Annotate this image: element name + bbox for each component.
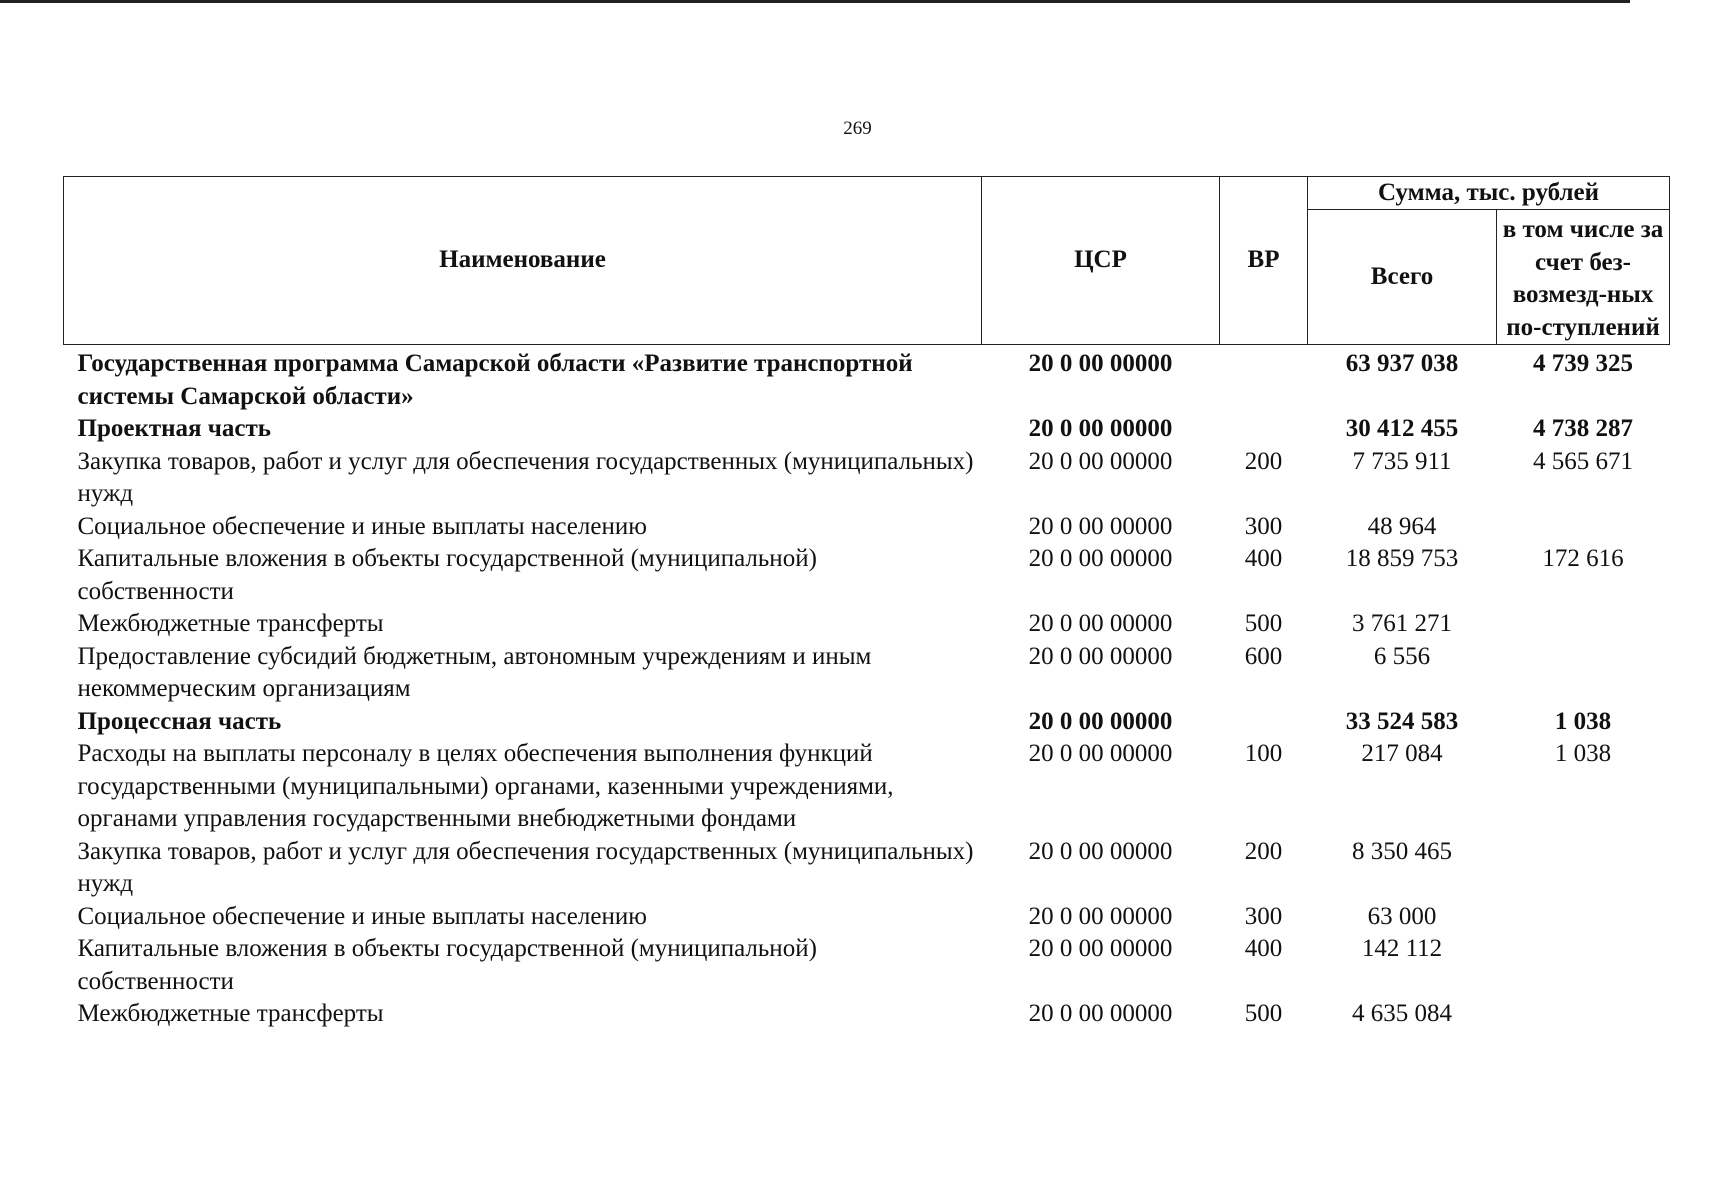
cell-name: Межбюджетные трансферты <box>77 610 384 637</box>
cell-total: 48 964 <box>1367 512 1437 540</box>
cell-vr: 300 <box>1244 902 1283 930</box>
table-row <box>64 345 1670 414</box>
cell-vr: 200 <box>1244 447 1283 475</box>
cell-vr <box>1220 413 1308 446</box>
table-row <box>64 446 1670 511</box>
cell-csr: 20 0 00 00000 <box>1028 512 1173 540</box>
cell-own-funds: 4 565 671 <box>1533 447 1633 475</box>
budget-table <box>63 176 1670 1031</box>
cell-name: Государственная программа Самарской области «Развитие транспортной системы Самарской области» <box>77 350 913 410</box>
cell-name: Закупка товаров, работ и услуг для обеспечения государственных (муниципальных) нужд <box>77 447 974 507</box>
table-row <box>64 413 1670 446</box>
cell-vr: 200 <box>1244 837 1283 865</box>
cell-csr: 20 0 00 00000 <box>1028 415 1173 442</box>
cell-own-funds: 1 038 <box>1554 740 1612 767</box>
cell-csr: 20 0 00 00000 <box>1028 740 1173 767</box>
table-row <box>64 543 1670 608</box>
cell-vr: 300 <box>1244 512 1283 540</box>
cell-name: Социальное обеспечение и иные выплаты населению <box>77 902 647 930</box>
cell-name: Межбюджетные трансферты <box>77 1000 384 1027</box>
cell-vr: 400 <box>1244 545 1283 572</box>
header-sum-group: Сумма, тыс. рублей <box>1308 177 1670 210</box>
cell-total: 8 350 465 <box>1352 837 1452 865</box>
cell-total: 30 412 455 <box>1345 415 1459 442</box>
cell-total: 63 937 038 <box>1345 350 1459 377</box>
cell-csr: 20 0 00 00000 <box>1028 837 1173 865</box>
table-row <box>64 836 1670 901</box>
page-number: 269 <box>843 118 872 139</box>
cell-csr: 20 0 00 00000 <box>1028 1000 1173 1027</box>
table-row <box>64 738 1670 836</box>
header-csr: ЦСР <box>982 177 1220 345</box>
table-row <box>64 511 1670 544</box>
cell-csr: 20 0 00 00000 <box>1028 610 1173 637</box>
cell-vr <box>1220 706 1308 739</box>
table-body <box>64 345 1670 1031</box>
cell-total: 3 761 271 <box>1352 610 1452 637</box>
cell-own-funds <box>1497 641 1670 706</box>
cell-vr: 500 <box>1244 610 1283 637</box>
cell-csr: 20 0 00 00000 <box>1028 902 1173 930</box>
cell-vr: 400 <box>1244 935 1283 962</box>
cell-total: 7 735 911 <box>1352 447 1452 475</box>
cell-csr: 20 0 00 00000 <box>1028 447 1173 475</box>
cell-vr: 600 <box>1244 642 1283 670</box>
table-row <box>64 998 1670 1031</box>
cell-total: 142 112 <box>1361 935 1443 962</box>
cell-csr: 20 0 00 00000 <box>1028 642 1173 670</box>
cell-name: Капитальные вложения в объекты государственной (муниципальной) собственности <box>77 935 817 995</box>
cell-vr: 500 <box>1244 1000 1283 1027</box>
cell-own-funds <box>1497 998 1670 1031</box>
cell-name: Проектная часть <box>77 415 272 442</box>
cell-name: Социальное обеспечение и иные выплаты населению <box>77 512 647 540</box>
table-header <box>64 177 1670 345</box>
cell-csr: 20 0 00 00000 <box>1028 350 1173 377</box>
cell-csr: 20 0 00 00000 <box>1028 707 1173 735</box>
cell-total: 217 084 <box>1361 740 1443 767</box>
table-row <box>64 706 1670 739</box>
cell-name: Капитальные вложения в объекты государственной (муниципальной) собственности <box>77 545 817 605</box>
cell-own-funds: 4 738 287 <box>1533 415 1633 442</box>
cell-own-funds <box>1497 511 1670 544</box>
cell-total: 6 556 <box>1373 642 1431 670</box>
table-row <box>64 933 1670 998</box>
cell-vr <box>1220 345 1308 414</box>
cell-total: 18 859 753 <box>1345 545 1459 572</box>
top-rule <box>0 0 1630 3</box>
cell-total: 63 000 <box>1367 902 1437 930</box>
header-total: Всего <box>1308 210 1497 345</box>
cell-own-funds <box>1497 901 1670 934</box>
table-row <box>64 608 1670 641</box>
header-vr: ВР <box>1220 177 1308 345</box>
cell-csr: 20 0 00 00000 <box>1028 545 1173 572</box>
cell-own-funds <box>1497 933 1670 998</box>
cell-own-funds <box>1497 836 1670 901</box>
header-own-funds: в том числе за счет без-возмезд-ных по-ступлений <box>1497 210 1670 345</box>
header-name: Наименование <box>64 177 982 345</box>
cell-own-funds: 4 739 325 <box>1533 350 1633 377</box>
cell-name: Расходы на выплаты персоналу в целях обеспечения выполнения функций государственными (муниципальными) органами, казенными учреждениями, органами управления государственными внебюджетными фондами <box>77 740 894 832</box>
cell-name: Закупка товаров, работ и услуг для обеспечения государственных (муниципальных) нужд <box>77 837 974 897</box>
table-row <box>64 901 1670 934</box>
cell-own-funds <box>1497 608 1670 641</box>
cell-vr: 100 <box>1244 740 1283 767</box>
cell-csr: 20 0 00 00000 <box>1028 935 1173 962</box>
cell-name: Процессная часть <box>77 707 282 735</box>
cell-own-funds: 172 616 <box>1542 545 1624 572</box>
table-row <box>64 641 1670 706</box>
cell-total: 33 524 583 <box>1345 707 1459 735</box>
cell-name: Предоставление субсидий бюджетным, автономным учреждениям и иным некоммерческим организациям <box>77 642 872 702</box>
cell-total: 4 635 084 <box>1352 1000 1452 1027</box>
cell-own-funds: 1 038 <box>1554 707 1612 735</box>
